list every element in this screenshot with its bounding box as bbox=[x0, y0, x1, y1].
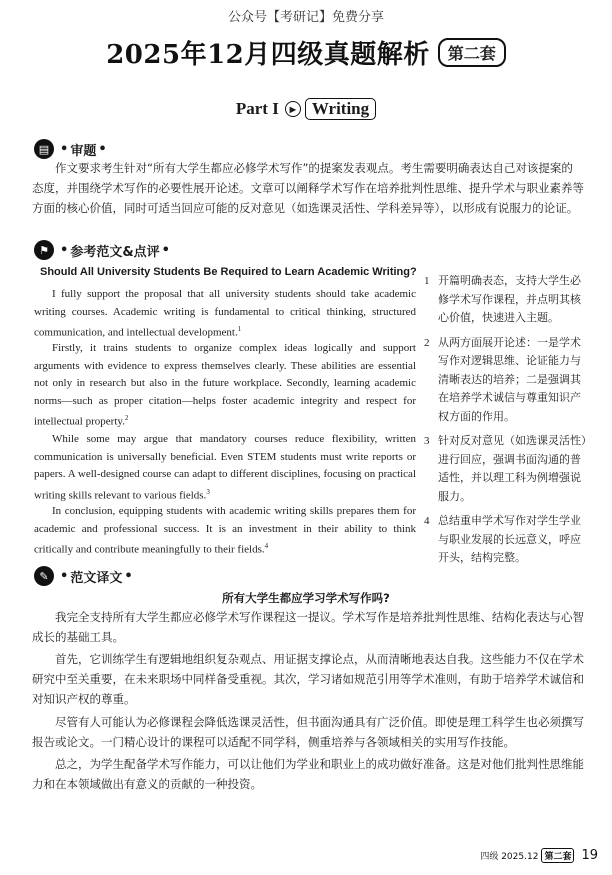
essay-paragraph bbox=[34, 340, 416, 431]
essay-note-ref: 1 bbox=[237, 325, 242, 333]
section-prompt-label: 审题 bbox=[70, 143, 97, 159]
essay-paragraph-text: While some may argue that mandatory courses reduce flexibility, written communication is universally beneficial. Even STEM students must write reports or papers. A well-designed course can adapt to different disciplines, focusing on practical writing skills relevant to various fields. bbox=[34, 433, 416, 502]
document-icon: ▤ bbox=[34, 139, 54, 159]
note-text: 开篇明确表态，支持大学生必修学术写作课程，并点明其核心价值，快速进入主题。 bbox=[438, 274, 581, 324]
essay-title: Should All University Students Be Required to Learn Academic Writing? bbox=[40, 266, 417, 278]
essay-note-ref: 4 bbox=[264, 542, 269, 550]
essay-note-ref: 2 bbox=[124, 414, 129, 422]
page-title: 2025年12月四级真题解析 bbox=[106, 40, 430, 70]
note-number: 2 bbox=[424, 336, 430, 349]
commentary-note bbox=[424, 334, 590, 427]
translation-paragraph: 总之，为学生配备学术写作能力，可以让他们为学业和职业上的成功做好准备。这是对他们批判性思维能力和在本领域做出有意义的贡献的一种投资。 bbox=[32, 757, 584, 791]
essay-paragraph bbox=[34, 431, 416, 505]
set-badge: 第二套 bbox=[438, 38, 506, 67]
section-translation-heading: ✎ • 范文译文 • bbox=[34, 566, 135, 586]
essay-paragraph-text: I fully support the proposal that all university students should take academic writing courses. Academic writing is fundamental to critical thinking, structured communication, and intellectual development. bbox=[34, 288, 416, 339]
flag-icon: ⚑ bbox=[34, 240, 54, 260]
translation-paragraph: 我完全支持所有大学生都应必修学术写作课程这一提议。学术写作是培养批判性思维、结构化表达与心智成长的基础工具。 bbox=[32, 610, 584, 644]
commentary-note bbox=[424, 272, 590, 328]
essay-paragraph-text: Firstly, it trains students to organize complex ideas logically and support arguments with evidence to express themselves clearly. These abilities are essential not only in research but also in the future workplace. Secondly, learning academic norms—such as proper citation—helps foster academic integrity and respect for intellectual property. bbox=[34, 342, 416, 428]
translation-paragraph: 尽管有人可能认为必修课程会降低选课灵活性，但书面沟通具有广泛价值。即使是理工科学生也必须撰写报告或论文。一门精心设计的课程可以适配不同学科，侧重培养与各领域相关的实用写作技能。 bbox=[32, 715, 584, 749]
section-sample-label: 参考范文&点评 bbox=[70, 244, 160, 260]
section-translation-label: 范文译文 bbox=[70, 570, 123, 586]
note-number: 1 bbox=[424, 275, 430, 287]
section-sample-heading: ⚑ • 参考范文&点评 • bbox=[34, 240, 172, 260]
essay-paragraph bbox=[34, 286, 416, 342]
footer-label: 四级 2025.12 bbox=[480, 852, 539, 862]
watermark-text: 公众号【考研记】免费分享 bbox=[227, 10, 384, 25]
part-label: Part I bbox=[235, 99, 279, 118]
arrow-right-icon: ▶ bbox=[285, 101, 301, 117]
essay-paragraph bbox=[34, 503, 416, 559]
note-text: 总结重申学术写作对学生学业与职业发展的长远意义，呼应开头，结构完整。 bbox=[438, 514, 581, 564]
commentary-note bbox=[424, 432, 590, 506]
note-text: 从两方面展开论述：一是学术写作对逻辑思维、论证能力与清晰表达的培养；二是强调其在培养学术诚信与尊重知识产权方面的作用。 bbox=[438, 335, 581, 423]
footer-set-badge: 第二套 bbox=[541, 848, 574, 863]
note-number: 4 bbox=[424, 515, 430, 527]
part-name: Writing bbox=[305, 98, 376, 120]
essay-note-ref: 3 bbox=[206, 487, 210, 496]
page-title-row bbox=[0, 34, 612, 71]
pen-icon: ✎ bbox=[34, 566, 54, 586]
note-number: 3 bbox=[424, 435, 430, 447]
translation-paragraph: 首先，它训练学生有逻辑地组织复杂观点、用证据支撑论点，从而清晰地表达自我。这些能力不仅在学术研究中至关重要，在未来职场中同样备受重视。其次，学习诸如规范引用等学术准则，有助于培养学术诚信和对知识产权的尊重。 bbox=[32, 652, 584, 706]
translation-title: 所有大学生都应学习学术写作吗? bbox=[222, 591, 390, 605]
commentary-note bbox=[424, 512, 590, 568]
commentary-notes bbox=[424, 272, 590, 574]
page-number: 19 bbox=[581, 848, 598, 863]
note-text: 针对反对意见（如选课灵活性）进行回应，强调书面沟通的普适性，并以理工科为例增强说服力。 bbox=[438, 434, 587, 503]
prompt-text: 作文要求考生针对“所有大学生都应必修学术写作”的提案发表观点。考生需要明确表达自己对该提案的态度，并围绕学术写作的必要性展开论述。文章可以阐释学术写作在培养批判性思维、提升学术与职业素养等方面的核心价值，同时可适当回应可能的反对意见（如选课灵活性、学科差异等），以形成有说服力的论证。 bbox=[32, 161, 584, 215]
essay-paragraph-text: In conclusion, equipping students with academic writing skills prepares them for academic and professional success. It is an investment in their ability to think critically and contribute meaningfully to their fields. bbox=[34, 505, 416, 556]
page-footer bbox=[480, 848, 598, 863]
section-prompt-heading: ▤ • 审题 • bbox=[34, 139, 109, 159]
part-heading bbox=[0, 98, 612, 120]
